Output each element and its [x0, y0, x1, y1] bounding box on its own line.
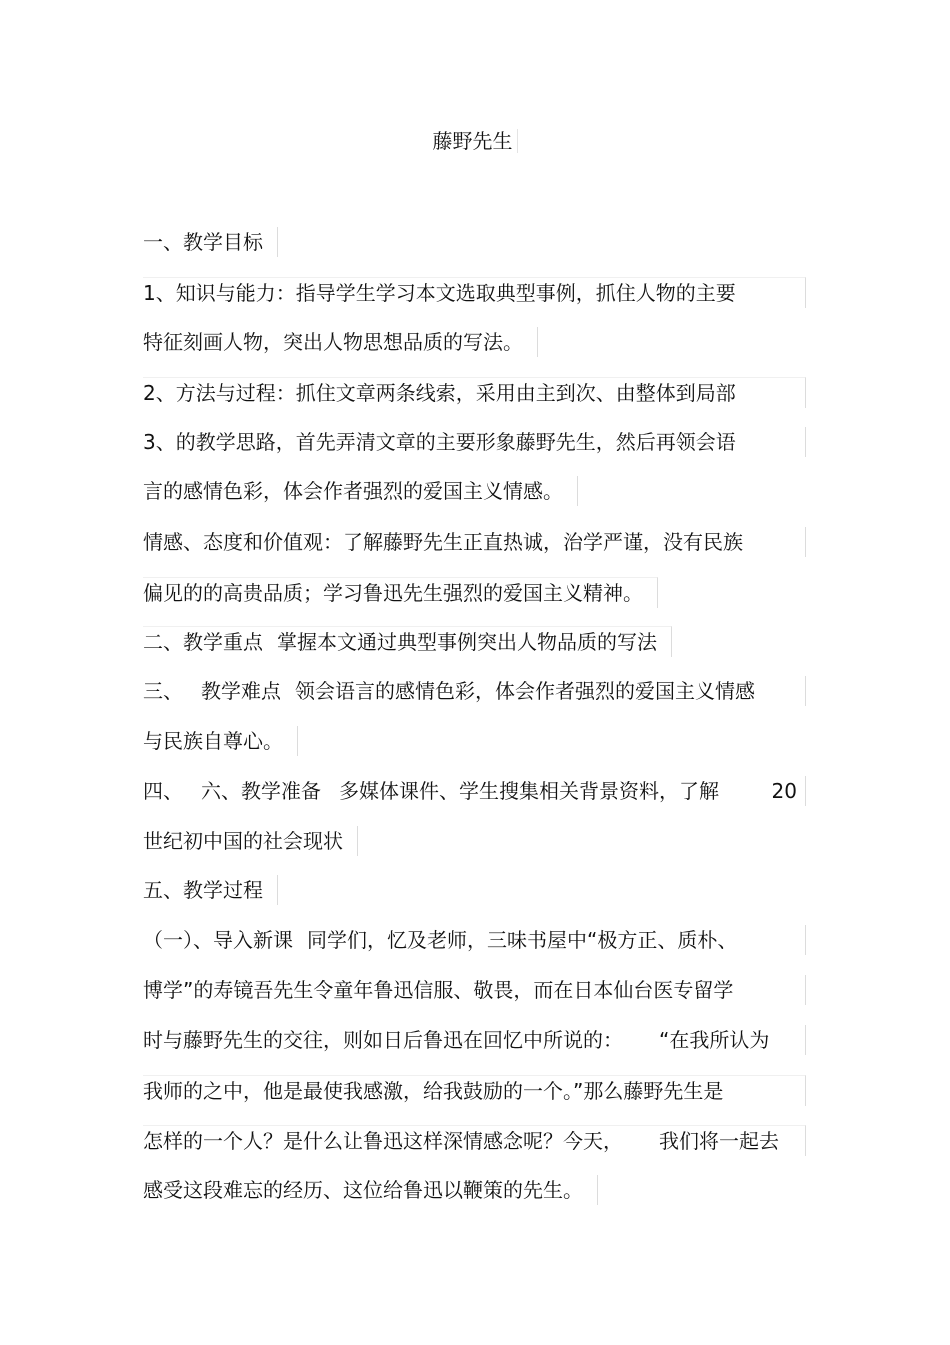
document-title — [0, 126, 950, 156]
intro-line-2: 博学”的寿镜吾先生令童年鲁迅信服、敬畏，而在日本仙台医专留学 — [143, 975, 806, 1005]
teaching-difficulty-line-2: 与民族自尊心。 — [143, 726, 298, 756]
teaching-focus — [143, 626, 672, 657]
intro-label: （一）、导入新课 — [143, 928, 293, 952]
intro-text-5a: 怎样的一个人？是什么让鲁迅这样深情感念呢？今天， — [143, 1129, 623, 1153]
section-heading-process: 五、教学过程 — [143, 875, 278, 905]
teaching-prep-title: 六、教学准备 — [201, 779, 321, 803]
objective-3-line-2: 言的感情色彩，体会作者强烈的爱国主义情感。 — [143, 476, 578, 506]
intro-line-1 — [143, 925, 806, 955]
objective-2-line-1: 2、方法与过程：抓住文章两条线索，采用由主到次、由整体到局部 — [143, 377, 806, 408]
intro-line-3 — [143, 1025, 806, 1055]
teaching-focus-label: 二、教学重点 — [143, 630, 263, 654]
objective-4-line-1: 情感、态度和价值观：了解藤野先生正直热诚，治学严谨，没有民族 — [143, 527, 806, 557]
intro-line-5 — [143, 1125, 806, 1156]
objective-4-line-2: 偏见的的高贵品质；学习鲁迅先生强烈的爱国主义精神。 — [143, 577, 658, 608]
teaching-prep-number: 20 — [771, 779, 797, 803]
intro-line-6: 感受这段难忘的经历、这位给鲁迅以鞭策的先生。 — [143, 1175, 598, 1205]
intro-text-5b: 我们将一起去 — [659, 1129, 779, 1153]
teaching-focus-text: 掌握本文通过典型事例突出人物品质的写法 — [277, 630, 657, 654]
teaching-difficulty-title: 教学难点 — [201, 679, 281, 703]
teaching-preparation — [143, 776, 806, 806]
teaching-prep-text: 多媒体课件、学生搜集相关背景资料，了解 — [339, 779, 719, 803]
objective-1-line-1: 1、知识与能力：指导学生学习本文选取典型事例，抓住人物的主要 — [143, 277, 806, 308]
teaching-preparation-line-2: 世纪初中国的社会现状 — [143, 826, 358, 856]
intro-text-3b: “在我所认为 — [659, 1028, 770, 1052]
teaching-difficulty-label: 三、 — [143, 679, 183, 703]
teaching-difficulty — [143, 676, 806, 706]
intro-line-4: 我师的之中，他是最使我感激，给我鼓励的一个。”那么藤野先生是 — [143, 1075, 806, 1106]
intro-text-1: 同学们，忆及老师，三味书屋中“极方正、质朴、 — [307, 928, 738, 952]
title-text: 藤野先生 — [433, 129, 518, 153]
teaching-prep-label: 四、 — [143, 779, 183, 803]
teaching-difficulty-text: 领会语言的感情色彩，体会作者强烈的爱国主义情感 — [295, 679, 755, 703]
objective-1-line-2: 特征刻画人物，突出人物思想品质的写法。 — [143, 327, 538, 357]
intro-text-3a: 时与藤野先生的交往，则如日后鲁迅在回忆中所说的： — [143, 1028, 623, 1052]
section-heading-objectives: 一、教学目标 — [143, 227, 278, 257]
objective-3-line-1: 3、的教学思路，首先弄清文章的主要形象藤野先生，然后再领会语 — [143, 427, 806, 457]
